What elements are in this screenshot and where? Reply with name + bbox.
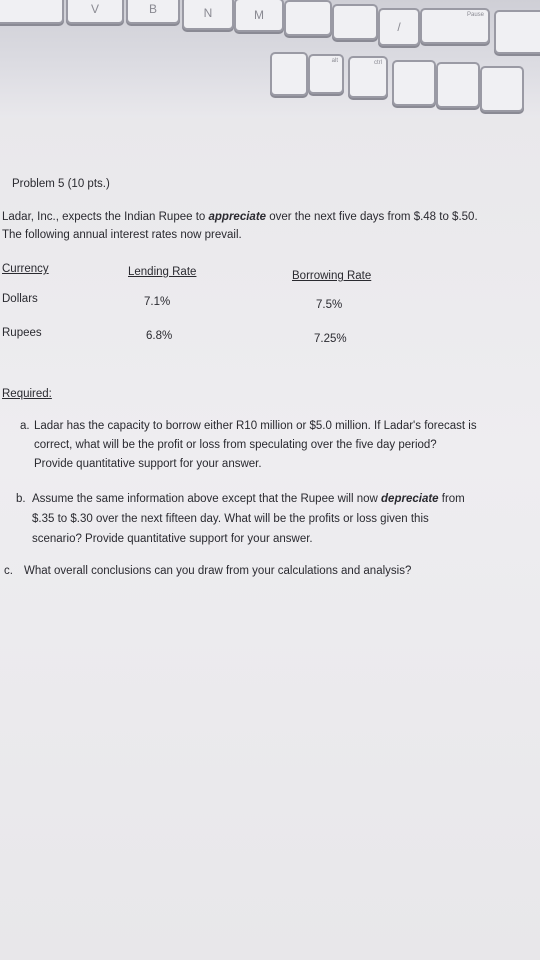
key-pause	[420, 8, 490, 44]
key-arrow-updown	[436, 62, 480, 108]
key-alt-label: alt	[331, 58, 338, 64]
item-a-line-3: Provide quantitative support for your answer.	[34, 458, 262, 470]
key-partial-left	[0, 0, 64, 24]
key-b	[126, 0, 180, 24]
cell-lending-rupees: 6.8%	[146, 330, 173, 342]
item-c-line-1: What overall conclusions can you draw from your calculations and analysis?	[24, 565, 412, 577]
cell-currency-rupees: Rupees	[2, 327, 42, 339]
intro-line-2: The following annual interest rates now prevail.	[2, 229, 242, 241]
key-v-label: V	[90, 2, 99, 16]
cell-borrowing-dollars: 7.5%	[316, 299, 343, 311]
problem-title: Problem 5 (10 pts.)	[12, 178, 110, 190]
item-a-marker: a.	[20, 420, 30, 432]
item-a-line-2: correct, what will be the profit or loss from speculating over the five day period?	[34, 439, 437, 451]
key-slash	[378, 8, 420, 46]
intro-text-before: Ladar, Inc., expects the Indian Rupee to	[2, 211, 209, 223]
item-c-marker: c.	[4, 565, 13, 577]
key-slash-label: /	[397, 20, 401, 34]
key-arrow-right	[480, 66, 524, 112]
key-alt	[308, 54, 344, 94]
key-m	[234, 0, 284, 32]
required-label: Required:	[2, 388, 52, 400]
item-b-line-3: scenario? Provide quantitative support for your answer.	[32, 533, 313, 545]
item-b-marker: b.	[16, 493, 26, 505]
key-comma	[284, 0, 332, 36]
key-ctrl-label: ctrl	[374, 60, 382, 66]
key-right-edge	[494, 10, 540, 54]
cell-borrowing-rupees: 7.25%	[314, 333, 347, 345]
cell-lending-dollars: 7.1%	[144, 296, 171, 308]
header-borrowing-rate: Borrowing Rate	[292, 270, 372, 282]
keyboard-strip	[0, 0, 540, 118]
intro-line-1	[2, 212, 478, 224]
intro-emphasis: appreciate	[208, 211, 267, 223]
key-n	[182, 0, 234, 30]
cell-currency-dollars: Dollars	[2, 293, 38, 305]
key-pause-label: Pause	[466, 12, 484, 18]
key-ctrl	[348, 56, 388, 98]
intro-text-after: over the next five days from $.48 to $.50.	[266, 211, 478, 223]
item-b-text-before: Assume the same information above except that the Rupee will now	[32, 493, 382, 505]
item-a-line-1: Ladar has the capacity to borrow either R10 million or $5.0 million. If Ladar's forecast is	[34, 420, 477, 432]
key-arrow-left	[392, 60, 436, 106]
key-b-label: B	[148, 2, 157, 16]
header-lending-rate: Lending Rate	[128, 266, 197, 278]
key-space-left	[270, 52, 308, 96]
item-b-text-after: from	[438, 493, 465, 505]
item-b-line-1	[32, 494, 465, 506]
key-n-label: N	[203, 6, 213, 20]
item-b-line-2: $.35 to $.30 over the next fifteen day. What will be the profits or loss given this	[32, 513, 429, 525]
item-b-emphasis: depreciate	[381, 493, 439, 505]
key-period	[332, 4, 378, 40]
key-v	[66, 0, 124, 24]
key-m-label: M	[254, 8, 264, 22]
header-currency: Currency	[2, 263, 49, 275]
